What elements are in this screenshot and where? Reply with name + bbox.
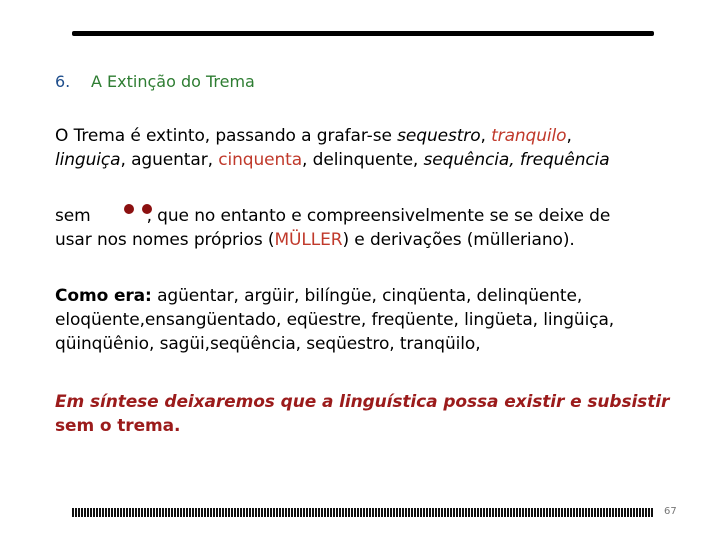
page-number: 67 <box>664 506 677 517</box>
paragraph-line: eloqüente,ensangüentado, eqüestre, freqüente, lingüeta, lingüiça, <box>55 310 615 330</box>
text-run: , <box>480 126 492 146</box>
paragraph-line: qüinqüênio, sagüi,seqüência, seqüestro, tranqüilo, <box>55 334 481 354</box>
top-rule <box>72 31 654 36</box>
paragraph-line <box>55 124 610 148</box>
section-number: 6. <box>55 72 71 91</box>
paragraph-old-spelling <box>55 284 614 356</box>
paragraph-extinction <box>55 124 610 172</box>
text-run: , delinquente, <box>302 150 424 170</box>
bottom-rule <box>72 508 654 517</box>
text-run: sem <box>55 206 91 226</box>
text-run: O Trema é extinto, passando a grafar-se <box>55 126 398 146</box>
highlighted-word: cinquenta <box>218 150 303 170</box>
paragraph-line <box>55 148 610 172</box>
paragraph-proper-names <box>55 204 610 252</box>
paragraph-line: Em síntese deixaremos que a linguística possa existir e subsistir <box>55 392 670 412</box>
paragraph-line <box>55 284 614 308</box>
text-run: linguiça <box>55 150 121 170</box>
section-title: A Extinção do Trema <box>91 72 255 91</box>
section-heading <box>55 72 255 92</box>
text-run: agüentar, argüir, bilíngüe, cinqüenta, delinqüente, <box>151 286 583 306</box>
label: Como era: <box>55 286 152 306</box>
highlighted-word: tranquilo <box>491 126 567 146</box>
text-run: , que no entanto e compreensivelmente se se deixe de <box>146 206 611 226</box>
text-run: sequência, frequência <box>423 150 610 170</box>
text-run: usar nos nomes próprios ( <box>55 230 275 250</box>
paragraph-summary <box>55 390 669 438</box>
text-run: , <box>566 126 572 146</box>
highlighted-word: MÜLLER <box>274 230 343 250</box>
paragraph-line: sem o trema. <box>55 416 181 436</box>
paragraph-line <box>55 228 610 252</box>
text-run: ) e derivações (mülleriano). <box>342 230 575 250</box>
text-run: sequestro <box>397 126 481 146</box>
text-run: , aguentar, <box>120 150 219 170</box>
paragraph-line <box>55 204 610 228</box>
